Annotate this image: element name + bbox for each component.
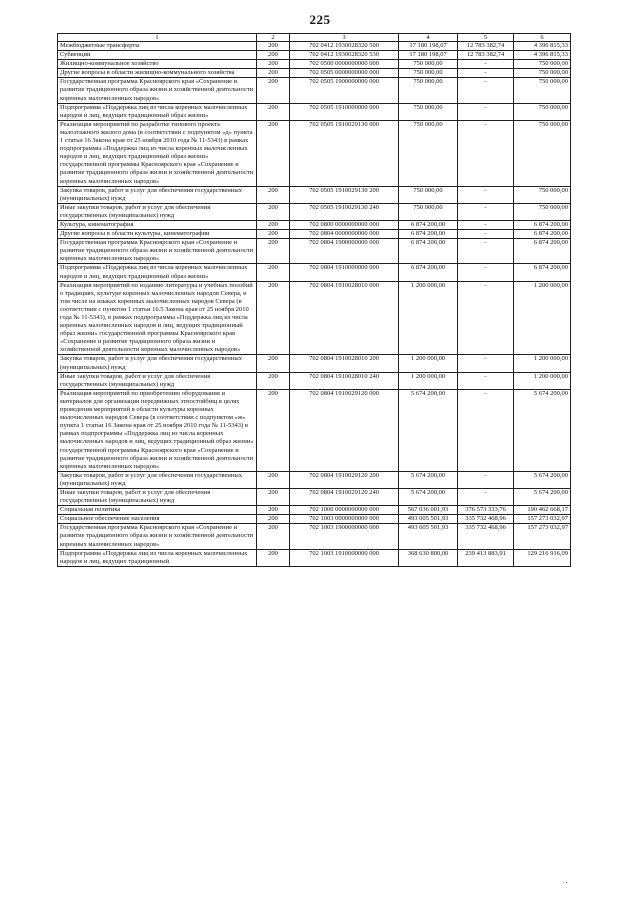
row-col6: 750 000,00 [514,120,571,186]
header-row [58,34,571,42]
row-name: Другие вопросы в области жилищно-коммунального хозяйства [58,69,257,78]
row-col2: 200 [257,488,290,505]
row-col6: 1 200 000,00 [514,281,571,355]
row-col5: - [458,281,514,355]
row-col2: 200 [257,524,290,549]
row-col4: 493 005 501,93 [399,515,458,524]
row-col4: 750 000,00 [399,103,458,120]
row-col5: - [458,372,514,389]
row-col3: 702 0505 1910000000 000 [290,103,399,120]
row-col3: 702 0412 1930028320 530 [290,51,399,60]
row-col6: 750 000,00 [514,103,571,120]
row-col6: 129 216 916,09 [514,549,571,566]
row-col3: 702 0505 1910029130 240 [290,203,399,220]
row-name: Реализация мероприятий по изданию литературы и учебных пособий о традициях, культуре коренных малочисленных народов Севера, в том числе на языках коренных малочисленных народов Севера (в соответствии с пунктом 1 статьи 16.5 Закона края от 25 ноября 2010 года № 11-5343), в рамках подпрограммы «Поддержка лиц из числа коренных малочисленных народов и лиц, ведущих традиционный образ жизни» государственной программы Красноярского края «Сохранение и развитие традиционного образа жизни и хозяйственной деятельности коренных малочисленных народов» [58,281,257,355]
row-col4: 6 874 200,00 [399,230,458,239]
row-col5: 12 783 382,74 [458,42,514,51]
row-col3: 702 1000 0000000000 000 [290,506,399,515]
table-row [58,264,571,281]
row-col3: 702 0500 0000000000 000 [290,60,399,69]
row-col4: 5 674 200,00 [399,389,458,471]
row-name: Социальное обеспечение населения [58,515,257,524]
table-row [58,69,571,78]
table-row [58,389,571,471]
table-row [58,203,571,220]
row-col2: 200 [257,103,290,120]
row-col5: 335 732 468,96 [458,524,514,549]
row-col5: 335 732 468,96 [458,515,514,524]
row-col4: 5 674 200,00 [399,471,458,488]
row-col2: 200 [257,389,290,471]
row-col2: 200 [257,78,290,103]
row-name: Подпрограмма «Поддержка лиц из числа коренных малочисленных народов и лиц, ведущих традиционный образ жизни» [58,264,257,281]
row-col2: 200 [257,372,290,389]
table-row [58,230,571,239]
row-col2: 200 [257,355,290,372]
row-name: Социальная политика [58,506,257,515]
row-col5: - [458,103,514,120]
row-name: Межбюджетные трансферты [58,42,257,51]
row-col6: 4 396 815,33 [514,51,571,60]
column-header-4: 4 [399,34,458,42]
row-col3: 702 0804 0000000000 000 [290,230,399,239]
row-col5: - [458,78,514,103]
row-col6: 750 000,00 [514,186,571,203]
column-header-1: 1 [58,34,257,42]
row-col3: 702 0804 1910028010 240 [290,372,399,389]
table-header [58,34,571,42]
row-col4: 750 000,00 [399,69,458,78]
row-col5: - [458,389,514,471]
table-row [58,78,571,103]
row-col6: 750 000,00 [514,69,571,78]
row-col6: 157 273 032,97 [514,515,571,524]
row-col3: 702 0804 1910029120 000 [290,389,399,471]
row-col6: 6 874 200,00 [514,220,571,229]
row-col5: - [458,203,514,220]
row-name: Иные закупки товаров, работ и услуг для обеспечения государственных (муниципальных) нужд [58,203,257,220]
table-row [58,42,571,51]
row-col4: 750 000,00 [399,186,458,203]
row-col5: - [458,186,514,203]
table-row [58,186,571,203]
row-col5: - [458,60,514,69]
table-row [58,103,571,120]
row-col4: 6 874 200,00 [399,239,458,264]
row-col4: 750 000,00 [399,203,458,220]
row-col4: 5 674 200,00 [399,488,458,505]
row-col3: 702 0505 0000000000 000 [290,69,399,78]
row-name: Субвенции [58,51,257,60]
table-row [58,549,571,566]
row-col2: 200 [257,239,290,264]
row-col4: 1 200 000,00 [399,372,458,389]
row-col3: 702 0804 1910029120 200 [290,471,399,488]
row-col3: 702 0804 1900000000 000 [290,239,399,264]
row-col5: 12 783 382,74 [458,51,514,60]
row-col5: - [458,355,514,372]
row-col2: 200 [257,220,290,229]
row-col5: - [458,120,514,186]
table-row [58,281,571,355]
row-name: Государственная программа Красноярского края «Сохранение и развитие традиционного образа жизни и хозяйственной деятельности коренных малочисленных народов» [58,78,257,103]
table-row [58,60,571,69]
row-col5: - [458,264,514,281]
table-row [58,220,571,229]
row-name: Закупка товаров, работ и услуг для обеспечения государственных (муниципальных) нужд [58,471,257,488]
row-col6: 157 273 032,97 [514,524,571,549]
row-col3: 702 0505 1910029130 200 [290,186,399,203]
row-col2: 200 [257,471,290,488]
row-col4: 368 630 800,00 [399,549,458,566]
row-name: Подпрограмма «Поддержка лиц из числа коренных малочисленных народов и лиц, ведущих традиционный образ жизни» [58,103,257,120]
row-col6: 750 000,00 [514,78,571,103]
row-col6: 4 396 815,33 [514,42,571,51]
row-col2: 200 [257,230,290,239]
row-col3: 702 0804 1910000000 000 [290,264,399,281]
row-col2: 200 [257,60,290,69]
row-col5: 239 413 883,91 [458,549,514,566]
table-row [58,239,571,264]
row-name: Другие вопросы в области культуры, кинематографии [58,230,257,239]
row-col5: - [458,488,514,505]
row-col2: 200 [257,203,290,220]
budget-table [57,33,571,567]
row-name: Государственная программа Красноярского края «Сохранение и развитие традиционного образа жизни и хозяйственной деятельности коренных малочисленных народов» [58,239,257,264]
row-col4: 1 200 000,00 [399,355,458,372]
row-col6: 1 200 000,00 [514,372,571,389]
row-col4: 750 000,00 [399,60,458,69]
row-col6: 5 674 200,00 [514,389,571,471]
row-col4: 750 000,00 [399,120,458,186]
table-row [58,506,571,515]
row-col4: 1 200 000,00 [399,281,458,355]
row-col2: 200 [257,69,290,78]
row-name: Государственная программа Красноярского края «Сохранение и развитие традиционного образа жизни и хозяйственной деятельности коренных малочисленных народов» [58,524,257,549]
table-row [58,524,571,549]
row-col2: 200 [257,186,290,203]
table-row [58,355,571,372]
row-col6: 6 874 200,00 [514,264,571,281]
row-name: Культура, кинематография [58,220,257,229]
row-col2: 200 [257,281,290,355]
row-col3: 702 1003 1900000000 000 [290,524,399,549]
row-col3: 702 0804 1910029120 240 [290,488,399,505]
row-col4: 750 000,00 [399,78,458,103]
table-row [58,372,571,389]
table-row [58,488,571,505]
row-col3: 702 0505 1900000000 000 [290,78,399,103]
row-col6: 750 000,00 [514,203,571,220]
row-col5: - [458,239,514,264]
row-col3: 702 0412 1930028320 500 [290,42,399,51]
row-col2: 200 [257,42,290,51]
row-col6: 6 874 200,00 [514,239,571,264]
row-col5: - [458,471,514,488]
row-col2: 200 [257,264,290,281]
scan-speck [566,882,567,883]
row-col4: 6 874 200,00 [399,220,458,229]
row-col2: 200 [257,549,290,566]
row-col3: 702 0804 1910028010 000 [290,281,399,355]
row-col6: 5 674 200,00 [514,488,571,505]
row-col2: 200 [257,515,290,524]
row-name: Реализация мероприятий по приобретению оборудования и материалов для организации передвижных этностойбищ в целях проведения мероприятий в области культуры коренных малочисленных народов Севера (в соответствии с подпунктом «ж» пункта 1 статьи 16 Закона края от 25 ноября 2010 года № 11-5343) в рамках подпрограммы «Поддержка лиц из числа коренных малочисленных народов и лиц, ведущих традиционный образ жизни» государственной программы Красноярского края «Сохранение и развитие традиционного образа жизни и хозяйственной деятельности коренных малочисленных народов» [58,389,257,471]
table-row [58,120,571,186]
row-col2: 200 [257,506,290,515]
row-col6: 5 674 200,00 [514,471,571,488]
row-col4: 493 005 501,93 [399,524,458,549]
row-name: Закупка товаров, работ и услуг для обеспечения государственных (муниципальных) нужд [58,355,257,372]
row-col2: 200 [257,120,290,186]
column-header-3: 3 [290,34,399,42]
row-name: Закупка товаров, работ и услуг для обеспечения государственных (муниципальных) нужд [58,186,257,203]
column-header-2: 2 [257,34,290,42]
row-name: Реализация мероприятий по разработке типового проекта малоэтажного жилого дома (в соответствии с подпунктом «д» пункта 1 статьи 16 Закона края от 25 ноября 2010 года № 11-5343) в рамках подпрограммы «Поддержка лиц из числа коренных малочисленных народов и лиц, ведущих традиционный образ жизни» государственной программы Красноярского края «Сохранение и развитие традиционного образа жизни и хозяйственной деятельности коренных малочисленных народов» [58,120,257,186]
row-col5: 376 573 333,76 [458,506,514,515]
table-row [58,515,571,524]
table-body [58,42,571,567]
row-col4: 17 180 198,07 [399,51,458,60]
row-col4: 567 036 001,93 [399,506,458,515]
row-col6: 1 200 000,00 [514,355,571,372]
row-col4: 17 180 198,07 [399,42,458,51]
row-col3: 702 1003 0000000000 000 [290,515,399,524]
row-col6: 190 462 668,17 [514,506,571,515]
row-col3: 702 0505 1910029130 000 [290,120,399,186]
column-header-5: 5 [458,34,514,42]
row-col2: 200 [257,51,290,60]
row-name: Подпрограмма «Поддержка лиц из числа коренных малочисленных народов и лиц, ведущих традиционный [58,549,257,566]
table-row [58,471,571,488]
page-number: 225 [309,12,331,27]
row-col5: - [458,69,514,78]
row-col6: 750 000,00 [514,60,571,69]
row-col6: 6 874 200,00 [514,230,571,239]
row-name: Жилищно-коммунальное хозяйство [58,60,257,69]
row-col5: - [458,230,514,239]
row-name: Иные закупки товаров, работ и услуг для обеспечения государственных (муниципальных) нужд [58,372,257,389]
table-row [58,51,571,60]
row-col3: 702 0800 0000000000 000 [290,220,399,229]
row-col5: - [458,220,514,229]
row-col3: 702 0804 1910028010 200 [290,355,399,372]
column-header-6: 6 [514,34,571,42]
row-col4: 6 874 200,00 [399,264,458,281]
row-col3: 702 1003 1910000000 000 [290,549,399,566]
row-name: Иные закупки товаров, работ и услуг для обеспечения государственных (муниципальных) нужд [58,488,257,505]
